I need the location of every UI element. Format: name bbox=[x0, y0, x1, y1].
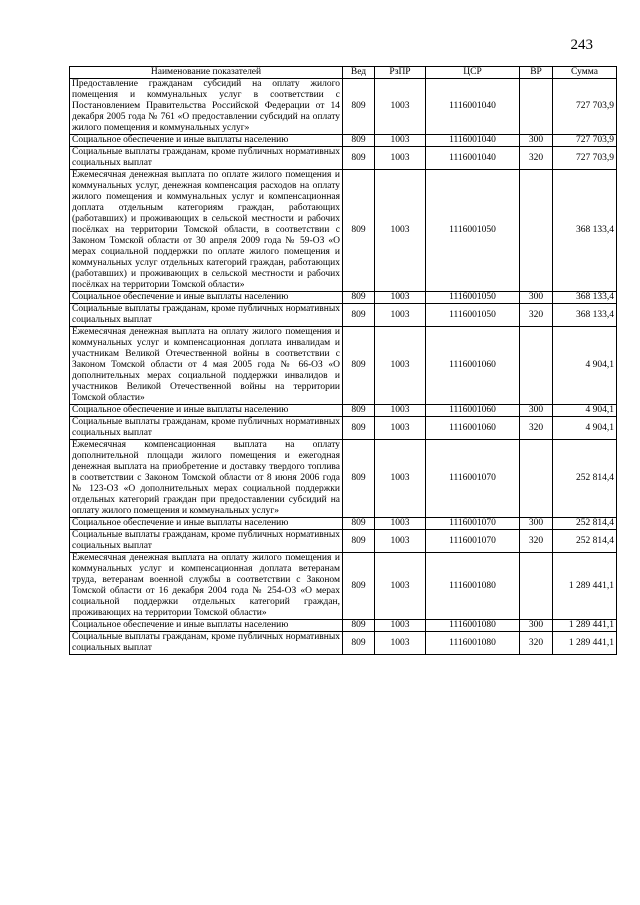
row-sum: 4 904,1 bbox=[553, 327, 617, 405]
row-name: Ежемесячная денежная выплата на оплату жилого помещения и коммунальных услуг и компенсационная доплата ветеранам труда, ветеранам военной службы в соответствии с Законом Томской области от 16 декабря 2004 года № 254-ОЗ «О мерах социальной поддержки отдельных категорий граждан, проживающих на территории Томской области» bbox=[70, 553, 343, 620]
header-ved: Вед bbox=[343, 67, 375, 79]
row-vr: 320 bbox=[520, 530, 553, 553]
row-vr: 300 bbox=[520, 518, 553, 530]
row-rzpr: 1003 bbox=[375, 292, 426, 304]
row-csr: 1116001060 bbox=[426, 417, 520, 440]
row-sum: 368 133,4 bbox=[553, 304, 617, 327]
row-rzpr: 1003 bbox=[375, 632, 426, 655]
row-name: Ежемесячная денежная выплата на оплату жилого помещения и коммунальных услуг и компенсационная доплата инвалидам и участникам Великой Отечественной войны в соответствии с Законом Томской области от 4 мая 2005 года № 66-ОЗ «О дополнительных мерах социальной поддержки инвалидов и участников Великой Отечественной войны на территории Томской области» bbox=[70, 327, 343, 405]
row-rzpr: 1003 bbox=[375, 620, 426, 632]
row-ved: 809 bbox=[343, 327, 375, 405]
row-csr: 1116001060 bbox=[426, 405, 520, 417]
row-csr: 1116001050 bbox=[426, 170, 520, 292]
row-sum: 4 904,1 bbox=[553, 405, 617, 417]
row-rzpr: 1003 bbox=[375, 304, 426, 327]
row-csr: 1116001040 bbox=[426, 135, 520, 147]
row-name: Социальное обеспечение и иные выплаты населению bbox=[70, 135, 343, 147]
row-sum: 727 703,9 bbox=[553, 135, 617, 147]
row-csr: 1116001040 bbox=[426, 147, 520, 170]
row-rzpr: 1003 bbox=[375, 518, 426, 530]
row-rzpr: 1003 bbox=[375, 147, 426, 170]
row-vr: 300 bbox=[520, 292, 553, 304]
row-ved: 809 bbox=[343, 417, 375, 440]
row-name: Социальные выплаты гражданам, кроме публичных нормативных социальных выплат bbox=[70, 304, 343, 327]
row-ved: 809 bbox=[343, 135, 375, 147]
row-name: Ежемесячная компенсационная выплата на оплату дополнительной площади жилого помещения и ежегодная денежная выплата на приобретение и доставку твердого топлива в соответствии с Законом Томской области от 8 июня 2006 года № 123-ОЗ «О дополнительных мерах социальной поддержки отдельных категорий граждан при предоставлении субсидий на оплату жилого помещения и коммунальных услуг» bbox=[70, 440, 343, 518]
row-sum: 727 703,9 bbox=[553, 147, 617, 170]
row-name: Социальные выплаты гражданам, кроме публичных нормативных социальных выплат bbox=[70, 632, 343, 655]
header-name: Наименование показателей bbox=[70, 67, 343, 79]
table-row bbox=[70, 417, 617, 440]
table-row bbox=[70, 79, 617, 135]
row-csr: 1116001050 bbox=[426, 292, 520, 304]
row-csr: 1116001050 bbox=[426, 304, 520, 327]
row-vr: 300 bbox=[520, 135, 553, 147]
header-rzpr: РзПР bbox=[375, 67, 426, 79]
row-vr: 320 bbox=[520, 304, 553, 327]
row-sum: 1 289 441,1 bbox=[553, 620, 617, 632]
row-csr: 1116001040 bbox=[426, 79, 520, 135]
table-row bbox=[70, 292, 617, 304]
row-vr bbox=[520, 79, 553, 135]
row-name: Социальное обеспечение и иные выплаты населению bbox=[70, 405, 343, 417]
row-sum: 727 703,9 bbox=[553, 79, 617, 135]
row-rzpr: 1003 bbox=[375, 327, 426, 405]
row-rzpr: 1003 bbox=[375, 417, 426, 440]
page-number: 243 bbox=[570, 37, 593, 53]
table-header-row bbox=[70, 67, 617, 79]
row-ved: 809 bbox=[343, 440, 375, 518]
row-vr: 320 bbox=[520, 632, 553, 655]
row-rzpr: 1003 bbox=[375, 440, 426, 518]
table-row bbox=[70, 440, 617, 518]
row-name: Социальные выплаты гражданам, кроме публичных нормативных социальных выплат bbox=[70, 147, 343, 170]
header-vr: ВР bbox=[520, 67, 553, 79]
table-row bbox=[70, 530, 617, 553]
row-ved: 809 bbox=[343, 632, 375, 655]
row-vr bbox=[520, 327, 553, 405]
row-rzpr: 1003 bbox=[375, 170, 426, 292]
row-ved: 809 bbox=[343, 292, 375, 304]
budget-table bbox=[69, 66, 617, 655]
row-name: Социальные выплаты гражданам, кроме публичных нормативных социальных выплат bbox=[70, 417, 343, 440]
row-vr bbox=[520, 553, 553, 620]
row-rzpr: 1003 bbox=[375, 135, 426, 147]
row-ved: 809 bbox=[343, 553, 375, 620]
row-sum: 1 289 441,1 bbox=[553, 632, 617, 655]
table-row bbox=[70, 620, 617, 632]
table-row bbox=[70, 135, 617, 147]
row-rzpr: 1003 bbox=[375, 405, 426, 417]
row-sum: 368 133,4 bbox=[553, 170, 617, 292]
row-ved: 809 bbox=[343, 170, 375, 292]
row-sum: 1 289 441,1 bbox=[553, 553, 617, 620]
row-vr: 300 bbox=[520, 405, 553, 417]
row-sum: 252 814,4 bbox=[553, 518, 617, 530]
table-row bbox=[70, 327, 617, 405]
row-csr: 1116001060 bbox=[426, 327, 520, 405]
row-ved: 809 bbox=[343, 530, 375, 553]
row-name: Социальное обеспечение и иные выплаты населению bbox=[70, 518, 343, 530]
row-ved: 809 bbox=[343, 304, 375, 327]
row-vr: 320 bbox=[520, 147, 553, 170]
row-rzpr: 1003 bbox=[375, 553, 426, 620]
row-csr: 1116001070 bbox=[426, 440, 520, 518]
table-row bbox=[70, 632, 617, 655]
row-name: Предоставление гражданам субсидий на оплату жилого помещения и коммунальных услуг в соответствии с Постановлением Правительства Российской Федерации от 14 декабря 2005 года № 761 «О предоставлении субсидий на оплату жилого помещения и коммунальных услуг» bbox=[70, 79, 343, 135]
row-csr: 1116001080 bbox=[426, 632, 520, 655]
row-csr: 1116001080 bbox=[426, 620, 520, 632]
header-sum: Сумма bbox=[553, 67, 617, 79]
table-row bbox=[70, 170, 617, 292]
row-name: Социальное обеспечение и иные выплаты населению bbox=[70, 292, 343, 304]
table-row bbox=[70, 147, 617, 170]
row-vr bbox=[520, 170, 553, 292]
row-ved: 809 bbox=[343, 405, 375, 417]
row-rzpr: 1003 bbox=[375, 79, 426, 135]
row-rzpr: 1003 bbox=[375, 530, 426, 553]
row-vr bbox=[520, 440, 553, 518]
row-sum: 252 814,4 bbox=[553, 530, 617, 553]
row-sum: 368 133,4 bbox=[553, 292, 617, 304]
row-sum: 252 814,4 bbox=[553, 440, 617, 518]
table-row bbox=[70, 304, 617, 327]
row-ved: 809 bbox=[343, 147, 375, 170]
table-row bbox=[70, 553, 617, 620]
row-ved: 809 bbox=[343, 620, 375, 632]
row-csr: 1116001080 bbox=[426, 553, 520, 620]
row-ved: 809 bbox=[343, 79, 375, 135]
row-name: Социальное обеспечение и иные выплаты населению bbox=[70, 620, 343, 632]
row-ved: 809 bbox=[343, 518, 375, 530]
table-row bbox=[70, 518, 617, 530]
row-name: Социальные выплаты гражданам, кроме публичных нормативных социальных выплат bbox=[70, 530, 343, 553]
table-row bbox=[70, 405, 617, 417]
row-sum: 4 904,1 bbox=[553, 417, 617, 440]
header-csr: ЦСР bbox=[426, 67, 520, 79]
row-vr: 300 bbox=[520, 620, 553, 632]
row-vr: 320 bbox=[520, 417, 553, 440]
row-name: Ежемесячная денежная выплата по оплате жилого помещения и коммунальных услуг, денежная компенсация расходов на оплату жилого помещения и коммунальных услуг и компенсационная доплата отдельным категориям граждан, работающих (работавших) и проживающих в сельской местности и рабочих посёлках на территории Томской области, в соответствии с Законом Томской области от 30 апреля 2009 года № 59-ОЗ «О мерах социальной поддержки по оплате жилого помещения и коммунальных услуг отдельных категорий граждан, работающих (работавших) и проживающих в сельской местности и рабочих посёлках на территории Томской области» bbox=[70, 170, 343, 292]
row-csr: 1116001070 bbox=[426, 518, 520, 530]
row-csr: 1116001070 bbox=[426, 530, 520, 553]
